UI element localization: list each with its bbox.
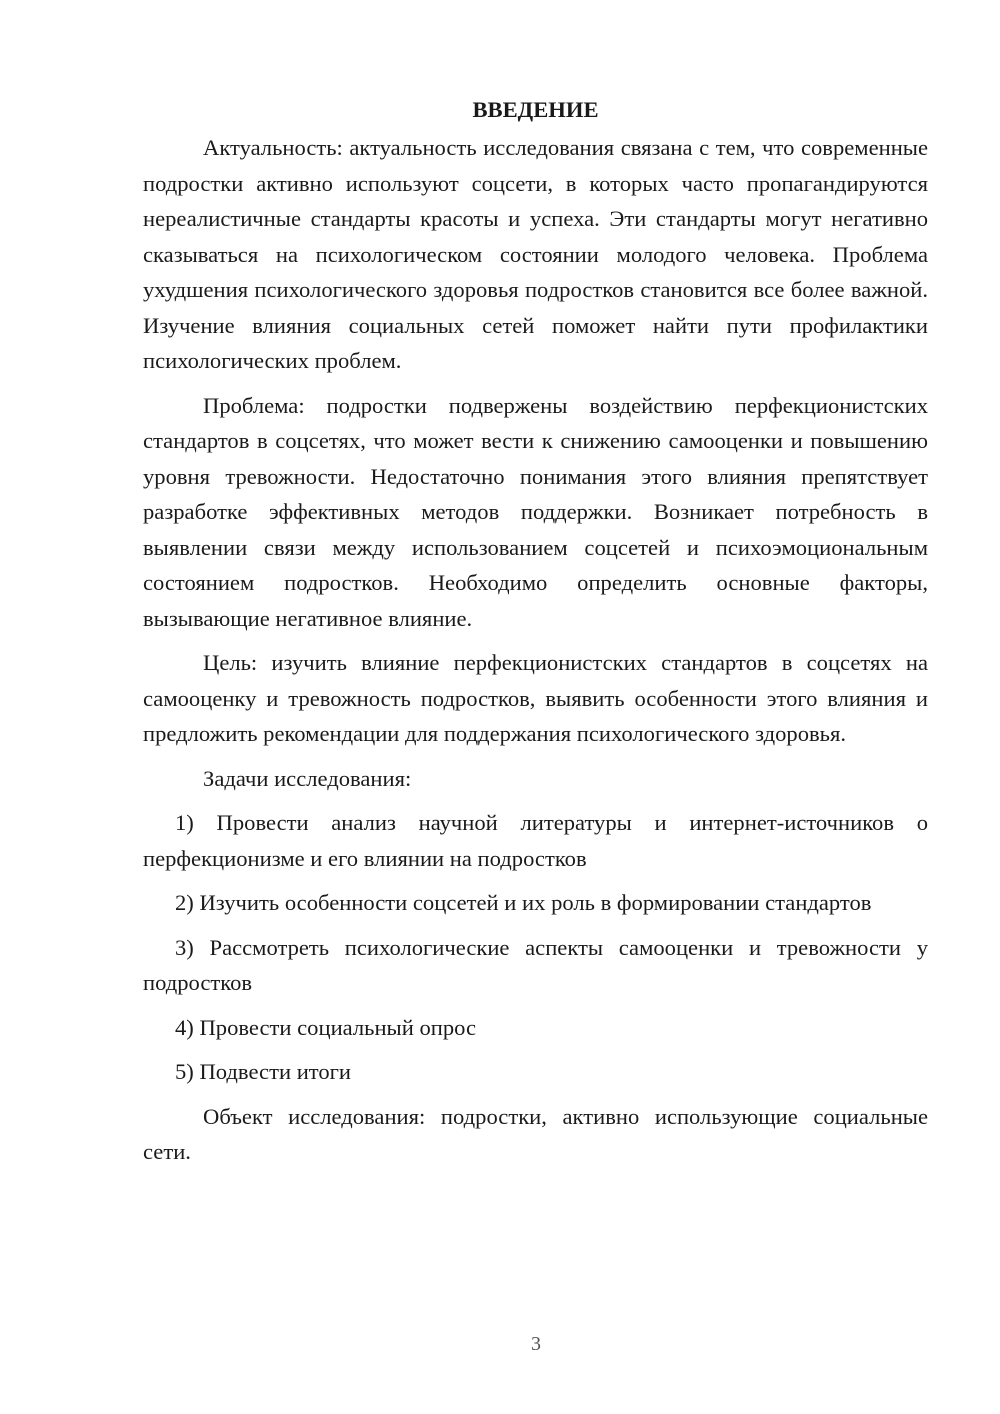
list-item: 4) Провести социальный опрос [175,1014,477,1040]
paragraph-goal: Цель: изучить влияние перфекционистских стандартов в соцсетях на самооценку и тревожность подростков, выявить особенности этого влияния и предложить рекомендации для поддержания психологического здоровья. [143,650,928,746]
list-item: 5) Подвести итоги [175,1059,352,1084]
paragraph-problem: Проблема: подростки подвержены воздействию перфекционистских стандартов в соцсетях, что может вести к снижению самооценки и повышению уровня тревожности. Недостаточно понимания этого влияния препятствует разработке эффективных методов поддержки. Возникает потребность в выявлении связи между использованием соцсетей и психоэмоциональным состоянием подростков. Необходимо определить основные факторы, вызывающие негативное влияние. [143,392,928,631]
list-item: 2) Изучить особенности соцсетей и их роль в формировании стандартов [175,890,872,915]
page-title: ВВЕДЕНИЕ [472,97,599,122]
paragraph-relevance: Актуальность: актуальность исследования связана с тем, что современные подростки активно используют соцсети, в которых часто пропагандируются нереалистичные стандарты красоты и успеха. Эти стандарты могут негативно сказываться на психологическом состоянии молодого человека. Проблема ухудшения психологического здоровья подростков становится все более важной. Изучение влияния социальных сетей поможет найти пути профилактики психологических проблем. [143,135,928,373]
page-content [143,92,928,1179]
list-item: 3) Рассмотреть психологические аспекты самооценки и тревожности у подростков [143,934,928,995]
list-item: 1) Провести анализ научной литературы и интернет-источников о перфекционизме и его влиянии на подростков [143,810,928,871]
page-number: 3 [531,1333,541,1355]
tasks-heading: Задачи исследования: [203,765,412,791]
paragraph-object: Объект исследования: подростки, активно использующие социальные сети. [143,1103,928,1164]
